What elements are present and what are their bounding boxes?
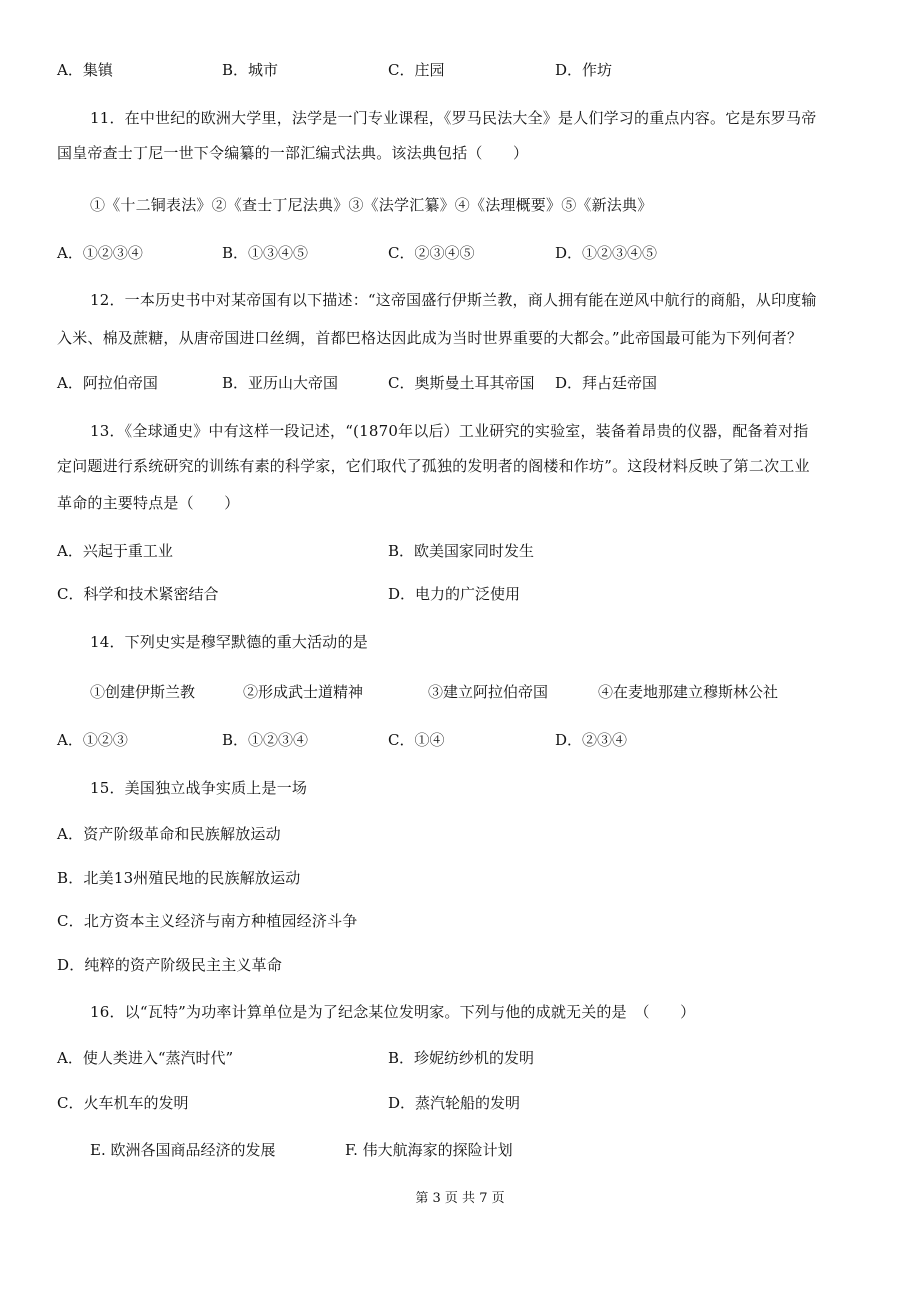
q14-item-4: ④在麦地那建立穆斯林公社 (598, 683, 779, 701)
q11-stem-line-2: 国皇帝查士丁尼一世下令编纂的一部汇编式法典。该法典包括（ ） (57, 144, 529, 162)
q13-stem-line-1: 13．《全球通史》中有这样一段记述，“(1870年以后）工业研究的实验室，装备着昂贵的仪器，配备着对指 (90, 422, 809, 440)
q16-stem-line-1: 16．以“瓦特”为功率计算单位是为了纪念某位发明家。下列与他的成就无关的是 （ ） (90, 1003, 696, 1021)
q14-item-3: ③建立阿拉伯帝国 (428, 683, 549, 701)
q15-option-d: D．纯粹的资产阶级民主主义革命 (57, 956, 283, 974)
q14-stem-line-1: 14．下列史实是穆罕默德的重大活动的是 (90, 633, 368, 651)
q16-option-c: C．火车机车的发明 (57, 1094, 189, 1112)
q14-item-2: ②形成武士道精神 (243, 683, 364, 701)
q14-option-d: D．②③④ (555, 731, 628, 749)
q12-option-d: D．拜占廷帝国 (555, 374, 658, 392)
q13-stem-line-2: 定问题进行系统研究的训练有素的科学家，它们取代了孤独的发明者的阁楼和作坊”。这段材料反映了第二次工业 (57, 457, 810, 475)
q16-option-d: D．蒸汽轮船的发明 (388, 1094, 521, 1112)
q15-stem-line-1: 15．美国独立战争实质上是一场 (90, 779, 308, 797)
q11-stem-line-1: 11．在中世纪的欧洲大学里，法学是一门专业课程，《罗马民法大全》是人们学习的重点内容。它是东罗马帝 (90, 109, 817, 127)
page-footer: 第 3 页 共 7 页 (415, 1191, 505, 1206)
q12-option-a: A．阿拉伯帝国 (57, 374, 158, 392)
q12-option-c: C．奥斯曼土耳其帝国 (388, 374, 535, 392)
q11-option-b: B．①③④⑤ (222, 244, 309, 262)
q15-option-b: B．北美13州殖民地的民族解放运动 (57, 869, 301, 887)
q14-item-1: ①创建伊斯兰教 (90, 683, 196, 701)
q15-option-a: A．资产阶级革命和民族解放运动 (57, 825, 281, 843)
q13-option-c: C．科学和技术紧密结合 (57, 585, 219, 603)
q10-option-a: A．集镇 (57, 61, 113, 79)
q11-option-c: C．②③④⑤ (388, 244, 475, 262)
q13-option-b: B．欧美国家同时发生 (388, 542, 535, 560)
q12-stem-line-1: 12．一本历史书中对某帝国有以下描述：“这帝国盛行伊斯兰教，商人拥有能在逆风中航行的商船，从印度输 (90, 291, 817, 309)
q10-option-d: D．作坊 (555, 61, 613, 79)
q13-option-d: D．电力的广泛使用 (388, 585, 521, 603)
q12-stem-line-2: 入米、棉及蔗糖，从唐帝国进口丝绸，首都巴格达因此成为当时世界重要的大都会。”此帝国最可能为下列何者？ (57, 329, 803, 347)
q16-option-a: A．使人类进入“蒸汽时代” (57, 1049, 234, 1067)
q11-option-a: A．①②③④ (57, 244, 143, 262)
q14-option-c: C．①④ (388, 731, 445, 749)
q11-option-d: D．①②③④⑤ (555, 244, 658, 262)
q12-option-b: B．亚历山大帝国 (222, 374, 339, 392)
q14-option-b: B．①②③④ (222, 731, 309, 749)
q10-option-b: B．城市 (222, 61, 279, 79)
q16-option-b: B．珍妮纺纱机的发明 (388, 1049, 535, 1067)
q16-option-e: E. 欧洲各国商品经济的发展 (90, 1141, 276, 1159)
q15-option-c: C．北方资本主义经济与南方种植园经济斗争 (57, 912, 358, 930)
q16-option-f: F. 伟大航海家的探险计划 (345, 1141, 513, 1159)
q13-stem-line-3: 革命的主要特点是（ ） (57, 494, 240, 512)
q13-option-a: A．兴起于重工业 (57, 542, 173, 560)
q14-option-a: A．①②③ (57, 731, 128, 749)
q11-items: ①《十二铜表法》②《查士丁尼法典》③《法学汇纂》④《法理概要》⑤《新法典》 (90, 196, 653, 214)
q10-option-c: C．庄园 (388, 61, 445, 79)
